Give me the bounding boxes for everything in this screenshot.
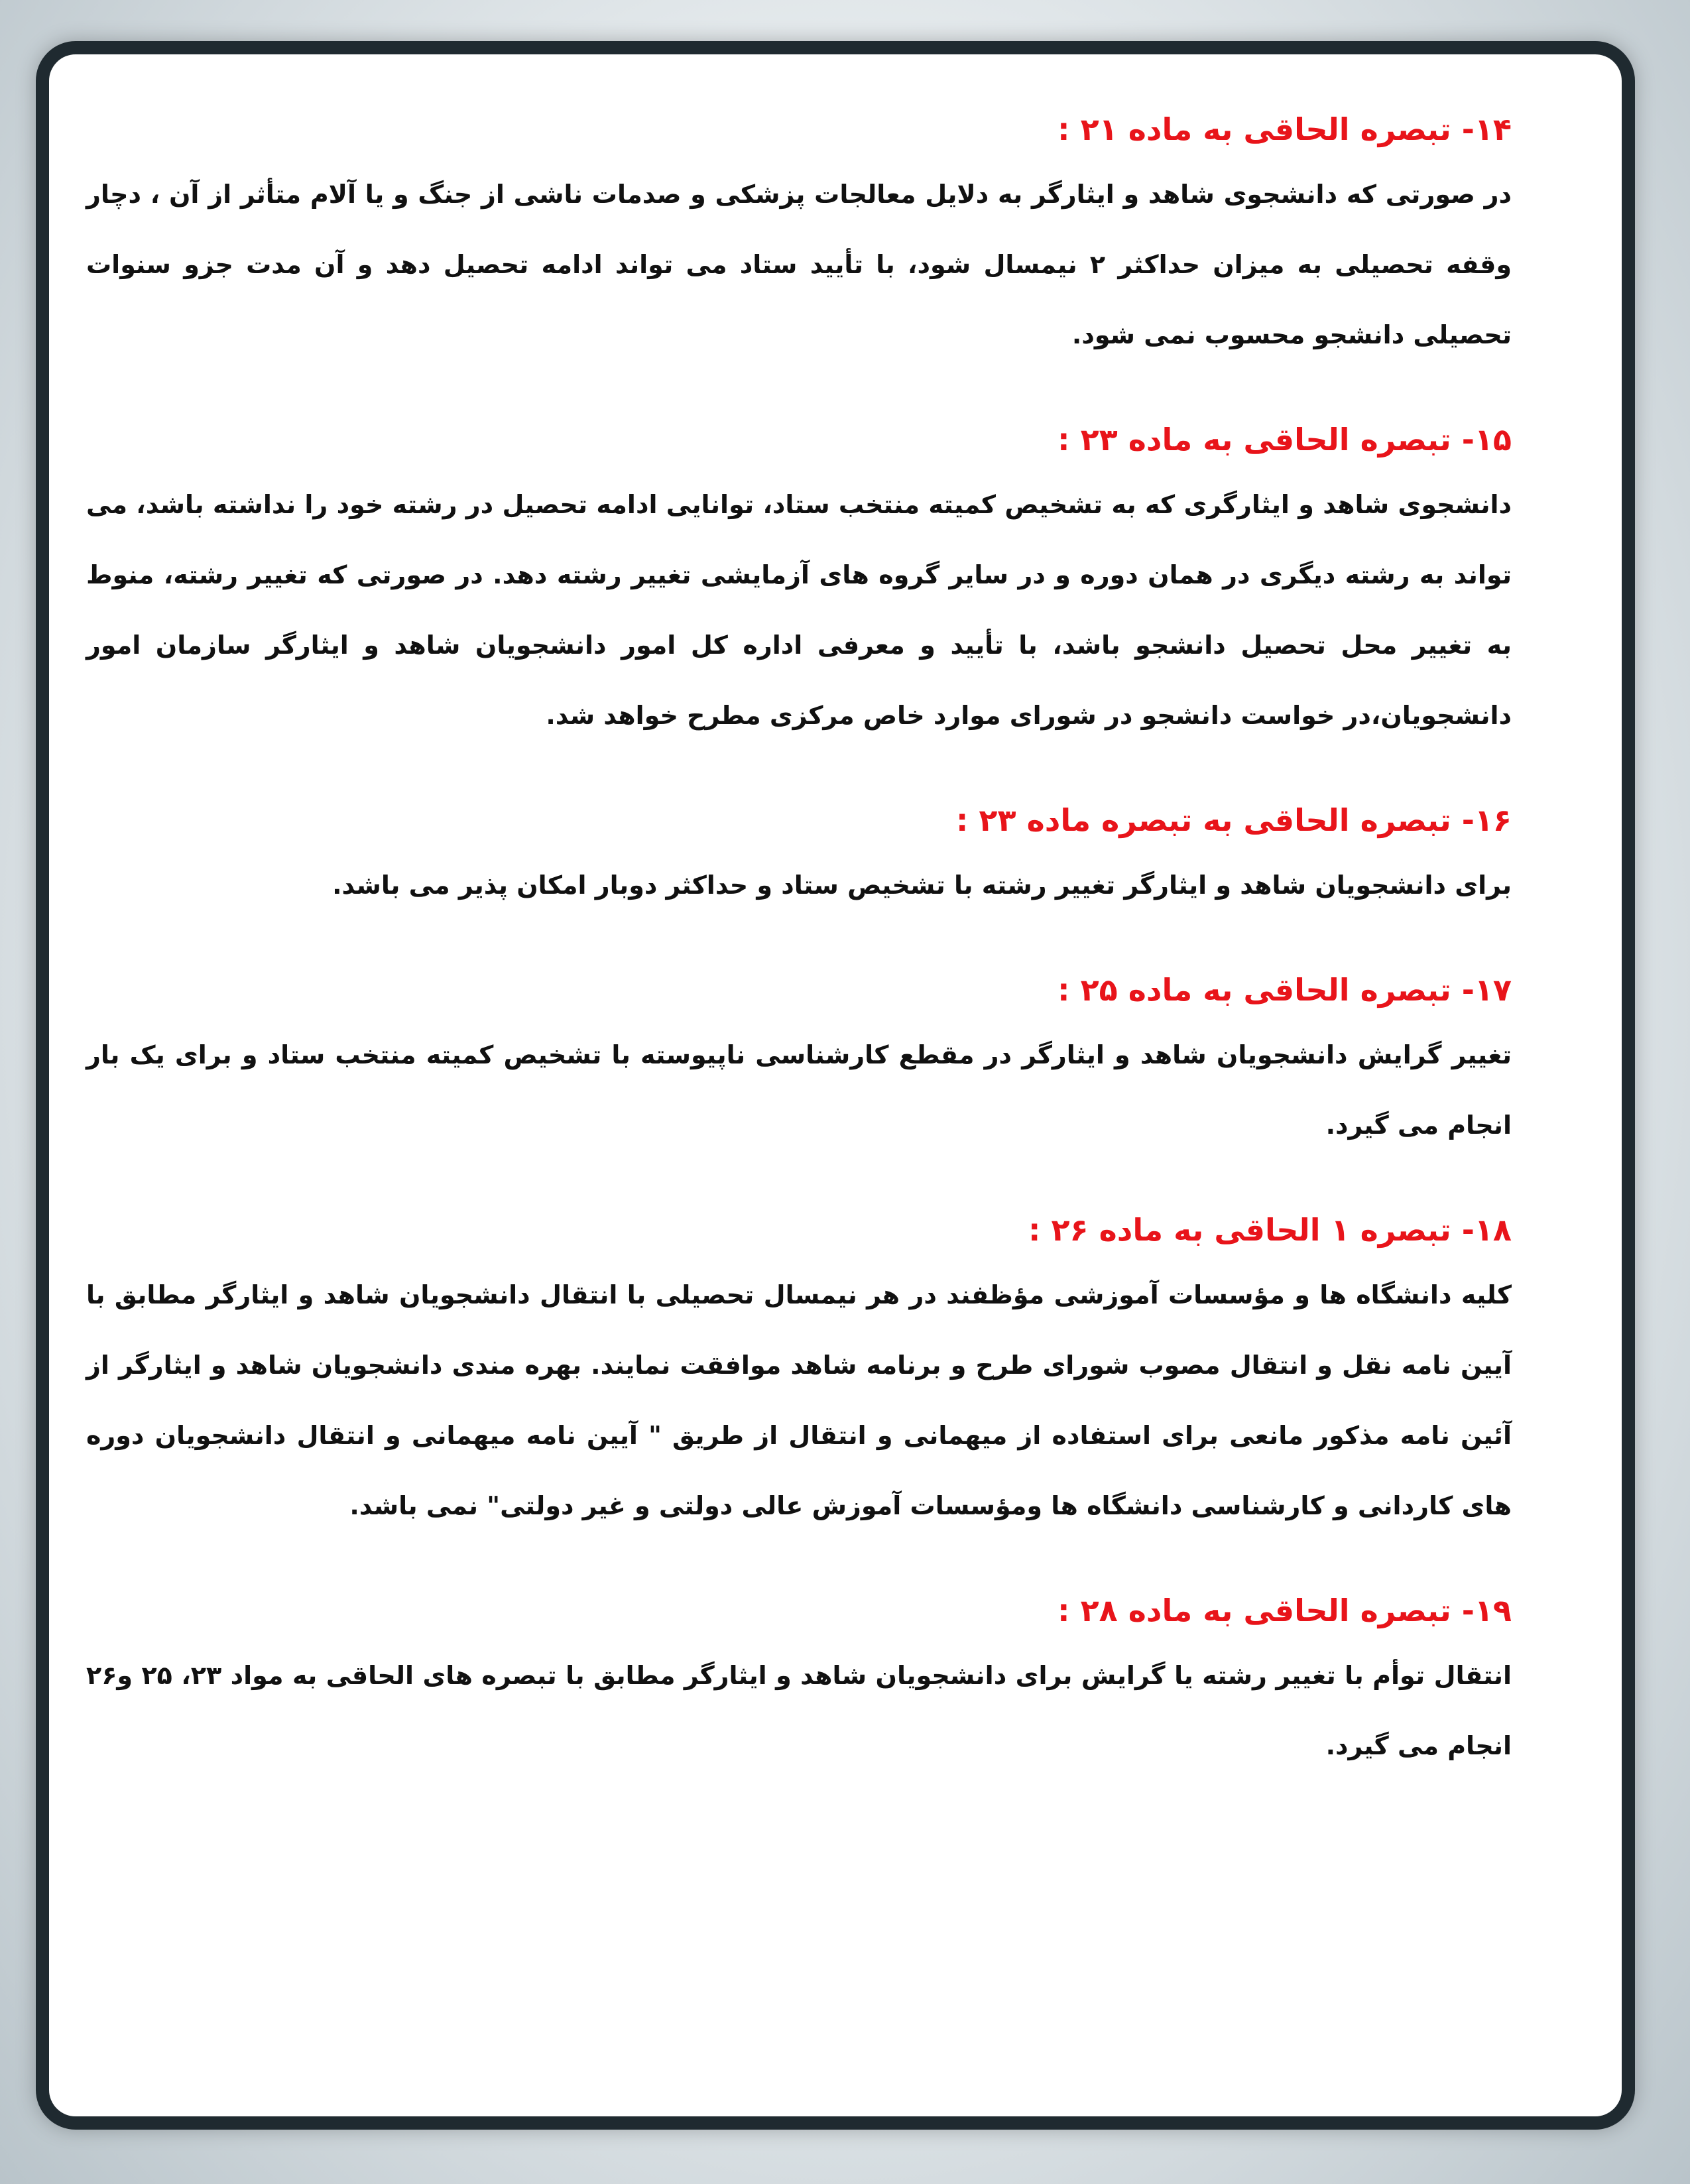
document-content <box>86 99 1512 1821</box>
section-14 <box>86 99 1512 370</box>
section-body: تغییر گرایش دانشجویان شاهد و ایثارگر در مقطع کارشناسی ناپیوسته با تشخیص کمیته منتخب ستاد و برای یک بار انجام می گیرد. <box>86 1040 1512 1140</box>
section-heading: ۱۵- تبصره الحاقی به ماده ۲۳ : <box>1057 422 1512 457</box>
section-body: برای دانشجویان شاهد و ایثارگر تغییر رشته با تشخیص ستاد و حداکثر دوبار امکان پذیر می باشد. <box>332 871 1512 900</box>
section-19 <box>86 1581 1512 1781</box>
section-heading: ۱۴- تبصره الحاقی به ماده ۲۱ : <box>1057 111 1512 147</box>
section-15 <box>86 410 1512 751</box>
section-heading: ۱۹- تبصره الحاقی به ماده ۲۸ : <box>1057 1593 1512 1628</box>
section-heading: ۱۶- تبصره الحاقی به تبصره ماده ۲۳ : <box>955 802 1512 838</box>
section-body: انتقال توأم با تغییر رشته یا گرایش برای دانشجویان شاهد و ایثارگر مطابق با تبصره های الحاقی به مواد ۲۳، ۲۵ و۲۶ انجام می گیرد. <box>86 1661 1512 1760</box>
section-16 <box>86 790 1512 920</box>
section-body: در صورتی که دانشجوی شاهد و ایثارگر به دلایل معالجات پزشکی و صدمات ناشی از جنگ و یا آلام متأثر از آن ، دچار وقفه تحصیلی به میزان حداکثر ۲ نیمسال شود، با تأیید ستاد می تواند ادامه تحصیل دهد و آن مدت جزو سنوات تحصیلی دانشجو محسوب نمی شود. <box>86 180 1512 349</box>
section-body: کلیه دانشگاه ها و مؤسسات آموزشی مؤظفند در هر نیمسال تحصیلی با انتقال دانشجویان شاهد و ایثارگر مطابق با آیین نامه نقل و انتقال مصوب شورای طرح و برنامه شاهد موافقت نمایند. بهره مندی دانشجویان شاهد و ایثارگر از آئین نامه مذکور مانعی برای استفاده از میهمانی و انتقال از طریق " آیین نامه میهمانی و انتقال دانشجویان دوره های کاردانی و کارشناسی دانشگاه ها ومؤسسات آموزش عالی دولتی و غیر دولتی" نمی باشد. <box>86 1280 1512 1520</box>
section-18 <box>86 1200 1512 1541</box>
section-heading: ۱۸- تبصره ۱ الحاقی به ماده ۲۶ : <box>1028 1212 1512 1248</box>
section-body: دانشجوی شاهد و ایثارگری که به تشخیص کمیته منتخب ستاد، توانایی ادامه تحصیل در رشته خود را نداشته باشد، می تواند به رشته دیگری در همان دوره و در سایر گروه های آزمایشی تغییر رشته دهد. در صورتی که تغییر رشته، منوط به تغییر محل تحصیل دانشجو باشد، با تأیید و معرفی اداره کل امور دانشجویان شاهد و ایثارگر سازمان امور دانشجویان،در خواست دانشجو در شورای موارد خاص مرکزی مطرح خواهد شد. <box>86 490 1512 730</box>
section-heading: ۱۷- تبصره الحاقی به ماده ۲۵ : <box>1057 972 1512 1008</box>
section-17 <box>86 960 1512 1160</box>
